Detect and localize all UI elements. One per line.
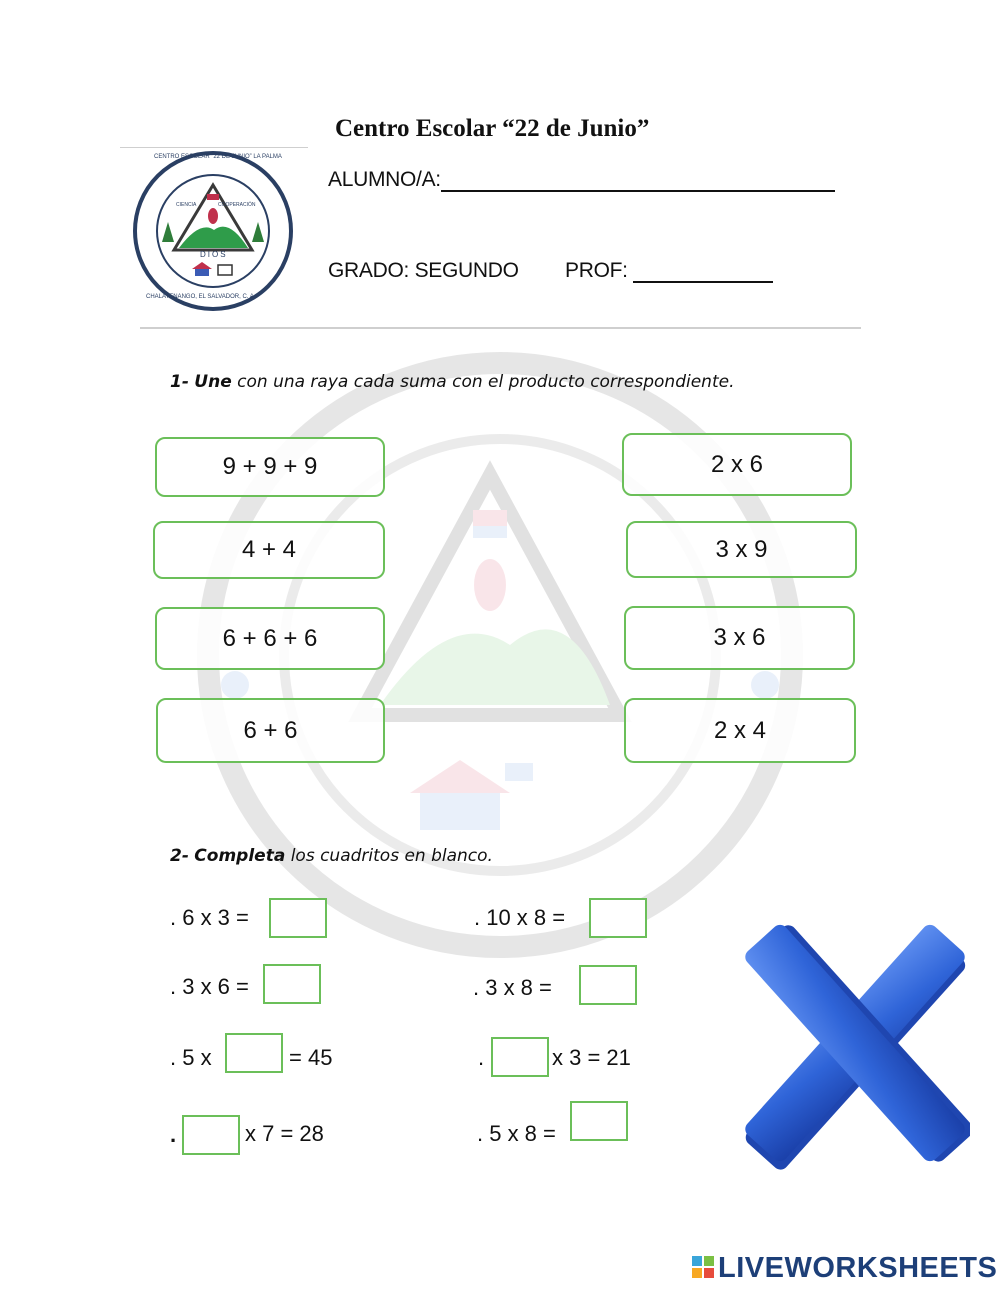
student-name-line[interactable]	[441, 168, 835, 192]
seal-inner-right: COOPERACIÓN	[218, 202, 256, 208]
equation-text: .	[170, 1122, 177, 1147]
school-name: Centro Escolar “22 de Junio”	[335, 115, 650, 142]
sum-box-3[interactable]: 6 + 6 + 6	[155, 607, 385, 670]
seal-ring-top: CENTRO ESCOLAR “22 DE JUNIO” LA PALMA	[154, 154, 282, 160]
sum-box-4[interactable]: 6 + 6	[156, 698, 385, 763]
product-box-2[interactable]: 3 x 9	[626, 521, 857, 578]
answer-box[interactable]	[491, 1037, 549, 1077]
section1-text: con una raya cada suma con el producto correspondiente.	[237, 372, 735, 392]
equation-text: . 10 x 8 =	[474, 905, 566, 930]
header-rule-left	[120, 147, 308, 148]
brand-name[interactable]: LIVEWORKSHEETS	[718, 1252, 998, 1284]
sum-box-2[interactable]: 4 + 4	[153, 521, 385, 579]
section1-bold-word: Une	[194, 372, 232, 392]
answer-box[interactable]	[182, 1115, 240, 1155]
answer-box[interactable]	[570, 1101, 628, 1141]
equation-text: . 5 x	[170, 1045, 212, 1070]
product-box-1[interactable]: 2 x 6	[622, 433, 852, 496]
teacher-label: PROF:	[565, 259, 628, 282]
student-field	[328, 168, 835, 192]
section2-number: 2-	[170, 846, 189, 866]
equation-text: = 45	[289, 1045, 333, 1070]
school-seal-logo	[132, 150, 294, 312]
answer-box[interactable]	[225, 1033, 283, 1073]
equation-text: x 7 = 28	[245, 1121, 324, 1146]
header-divider	[140, 327, 861, 329]
equation-text: x 3 = 21	[552, 1045, 631, 1070]
liveworksheets-logo-icon	[692, 1256, 714, 1278]
section2-bold-word: Completa	[194, 846, 286, 866]
multiply-sign-icon	[740, 915, 970, 1170]
equation-text: .	[478, 1045, 485, 1070]
section2-text: los cuadritos en blanco.	[290, 846, 493, 866]
seal-inner-left: CIENCIA	[176, 202, 197, 208]
teacher-field	[565, 259, 773, 283]
answer-box[interactable]	[589, 898, 647, 938]
answer-box[interactable]	[269, 898, 327, 938]
equation-text: . 5 x 8 =	[477, 1121, 556, 1146]
product-box-3[interactable]: 3 x 6	[624, 606, 855, 670]
teacher-name-line[interactable]	[633, 259, 773, 283]
student-label: ALUMNO/A:	[328, 168, 441, 191]
section1-instruction	[170, 372, 734, 392]
section2-instruction	[170, 846, 493, 866]
grade-label: GRADO: SEGUNDO	[328, 259, 519, 282]
seal-ring-bottom: CHALATENANGO, EL SALVADOR, C. A.	[146, 294, 256, 300]
equation-text: . 3 x 8 =	[473, 975, 552, 1000]
answer-box[interactable]	[263, 964, 321, 1004]
product-box-4[interactable]: 2 x 4	[624, 698, 856, 763]
sum-box-1[interactable]: 9 + 9 + 9	[155, 437, 385, 497]
seal-inner-bottom: DIOS	[200, 250, 228, 259]
equation-text: . 6 x 3 =	[170, 905, 249, 930]
equation-text: . 3 x 6 =	[170, 974, 249, 999]
section1-number: 1-	[170, 372, 189, 392]
answer-box[interactable]	[579, 965, 637, 1005]
